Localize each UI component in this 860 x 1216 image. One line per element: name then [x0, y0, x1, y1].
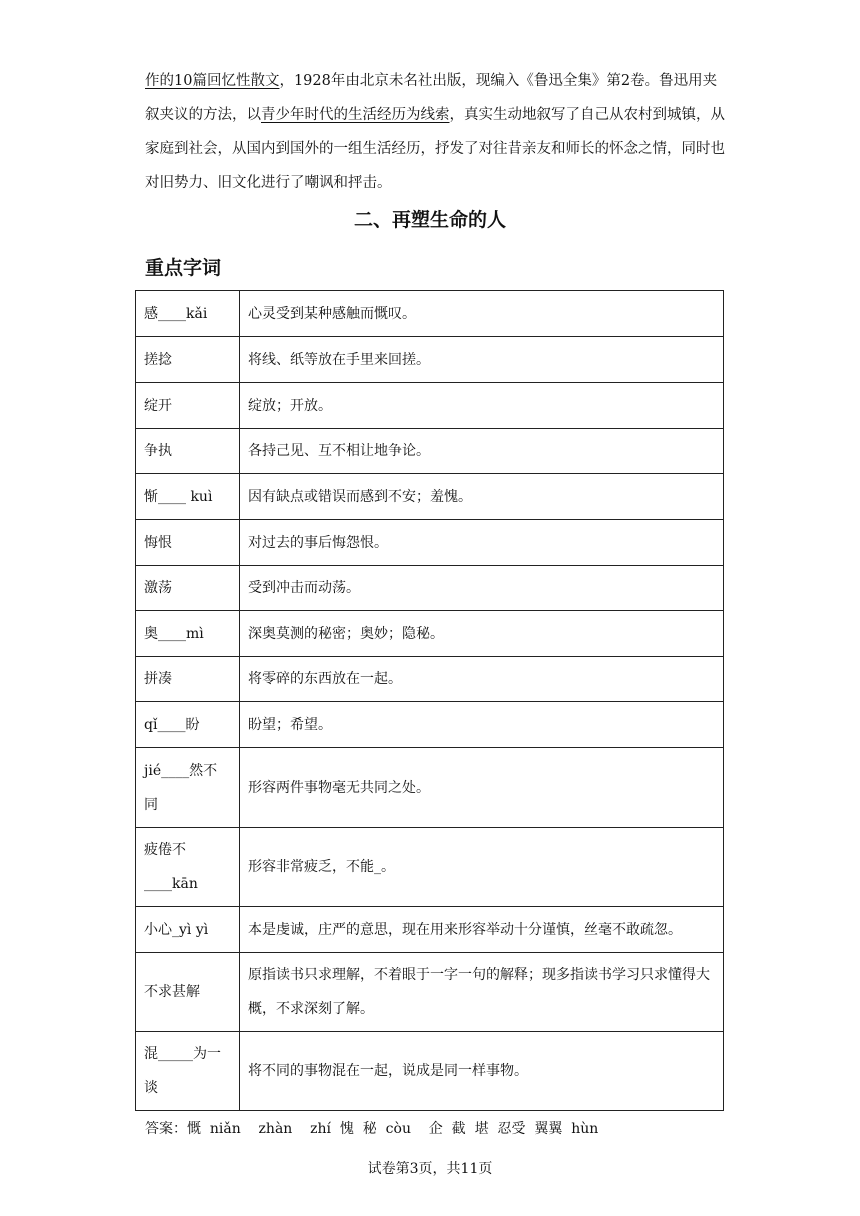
vocab-table-body	[136, 291, 724, 1111]
vocab-term: 小心_yì yì	[136, 907, 240, 953]
table-row	[136, 1032, 724, 1111]
table-row	[136, 953, 724, 1032]
vocab-term: 混_____为一谈	[136, 1032, 240, 1111]
vocab-definition: 形容两件事物毫无共同之处。	[240, 748, 724, 828]
table-row	[136, 520, 724, 566]
table-row	[136, 907, 724, 953]
intro-text-1: ，1928年由北京未名社出版，现编入《鲁迅全集》第2卷。鲁迅用夹叙夹议的方法，以	[145, 73, 718, 123]
vocab-term: 争执	[136, 429, 240, 474]
vocab-definition: 原指读书只求理解，不着眼于一字一句的解释；现多指读书学习只求懂得大概，不求深刻了解。	[240, 953, 724, 1032]
vocab-term: jié____然不同	[136, 748, 240, 828]
table-row	[136, 657, 724, 702]
vocab-definition: 将线、纸等放在手里来回搓。	[240, 337, 724, 383]
vocab-definition: 对过去的事后悔怨恨。	[240, 520, 724, 566]
table-row	[136, 611, 724, 657]
vocab-definition: 将不同的事物混在一起，说成是同一样事物。	[240, 1032, 724, 1111]
table-row	[136, 828, 724, 907]
table-row	[136, 291, 724, 337]
page-footer: 试卷第3页，共11页	[367, 1161, 493, 1177]
vocab-term: 奥____mì	[136, 611, 240, 657]
vocab-definition: 受到冲击而动荡。	[240, 566, 724, 611]
vocab-definition: 盼望；希望。	[240, 702, 724, 748]
answer-line: 答案：慨 niǎn zhàn zhí 愧 秘 còu 企 截 堪 忍受 翼翼 hùn	[145, 1121, 599, 1137]
vocab-term: 惭____ kuì	[136, 474, 240, 520]
vocab-definition: 绽放；开放。	[240, 383, 724, 429]
table-row	[136, 474, 724, 520]
vocab-term: 感____kǎi	[136, 291, 240, 337]
vocab-heading: 重点字词	[145, 257, 222, 279]
section-title: 二、再塑生命的人	[353, 209, 506, 231]
vocab-term: 悔恨	[136, 520, 240, 566]
vocab-definition: 深奥莫测的秘密；奥妙；隐秘。	[240, 611, 724, 657]
table-row	[136, 702, 724, 748]
vocab-definition: 本是虔诚，庄严的意思，现在用来形容举动十分谨慎，丝毫不敢疏忽。	[240, 907, 724, 953]
vocab-definition: 各持己见、互不相让地争论。	[240, 429, 724, 474]
vocab-term: 不求甚解	[136, 953, 240, 1032]
vocab-definition: 心灵受到某种感触而慨叹。	[240, 291, 724, 337]
table-row	[136, 429, 724, 474]
intro-underlined-phrase-1: 作的10篇回忆性散文	[145, 73, 280, 89]
intro-underlined-phrase-2: 青少年时代的生活经历为线索	[261, 107, 450, 123]
vocab-term: 激荡	[136, 566, 240, 611]
vocab-term: 拼凑	[136, 657, 240, 702]
vocab-term: qǐ____盼	[136, 702, 240, 748]
table-row	[136, 337, 724, 383]
vocab-term: 搓捻	[136, 337, 240, 383]
vocab-term: 绽开	[136, 383, 240, 429]
vocab-table	[135, 290, 724, 1111]
vocab-definition: 将零碎的东西放在一起。	[240, 657, 724, 702]
table-row	[136, 383, 724, 429]
table-row	[136, 748, 724, 828]
vocab-definition: 形容非常疲乏，不能_。	[240, 828, 724, 907]
vocab-term: 疲倦不____kān	[136, 828, 240, 907]
table-row	[136, 566, 724, 611]
vocab-definition: 因有缺点或错误而感到不安；羞愧。	[240, 474, 724, 520]
intro-text-2: ，真实生动地叙写了自己从农村到城镇，从家庭到社会，从国内到国外的一组生活经历，抒发了对往昔亲友和师长的怀念之情，同时也对旧势力、旧文化进行了嘲讽和抨击。	[145, 107, 725, 191]
intro-paragraph	[145, 64, 725, 200]
